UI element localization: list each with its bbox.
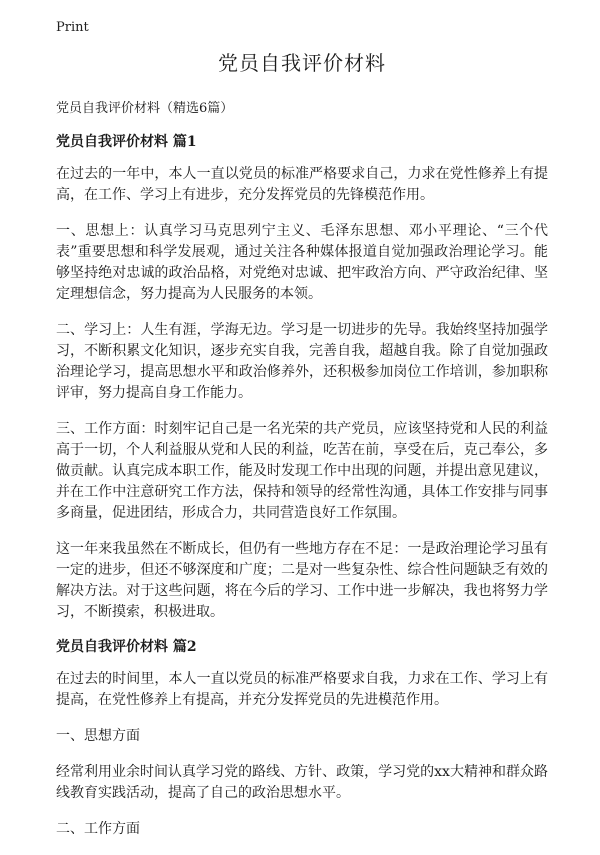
section-heading: 党员自我评价材料 篇1	[56, 134, 197, 150]
paragraph: 经常利用业余时间认真学习党的路线、方针、政策，学习党的xx大精神和群众路线教育实践活动，提高了自己的政治思想水平。	[56, 764, 548, 801]
paragraph: 这一年来我虽然在不断成长，但仍有一些地方存在不足：一是政治理论学习虽有一定的进步，但还不够深度和广度；二是对一些复杂性、综合性问题缺乏有效的解决方法。对于这些问题，将在今后的学习、工作中进一步解决，我也将努力学习，不断摸索，积极进取。	[56, 541, 548, 620]
paragraph: 在过去的一年中，本人一直以党员的标准严格要求自己，力求在党性修养上有提高，在工作、学习上有进步，充分发挥党员的先锋模范作用。	[56, 166, 548, 203]
document-page	[56, 50, 548, 855]
section-1	[56, 133, 548, 623]
paragraph: 一、思想方面	[56, 728, 140, 744]
paragraph: 一、思想上：认真学习马克思列宁主义、毛泽东思想、邓小平理论、“三个代表”重要思想和科学发展观，通过关注各种媒体报道自觉加强政治理论学习。能够坚持绝对忠诚的政治品格，对党绝对忠诚、把牢政治方向、严守政治纪律、坚定理想信念，努力提高为人民服务的本领。	[56, 223, 548, 302]
paragraph: 三、工作方面：时刻牢记自己是一名光荣的共产党员，应该坚持党和人民的利益高于一切，个人利益服从党和人民的利益，吃苦在前，享受在后，克己奉公，多做贡献。认真完成本职工作，能及时发现工作中出现的问题，并提出意见建议，并在工作中注意研究工作方法，保持和领导的经常性沟通，具体工作安排与同事多商量，促进团结，形成合力，共同营造良好工作氛围。	[56, 421, 548, 521]
section-heading: 党员自我评价材料 篇2	[56, 639, 197, 655]
document-title: 党员自我评价材料	[218, 51, 386, 75]
section-2	[56, 638, 548, 840]
paragraph: 在过去的时间里，本人一直以党员的标准严格要求自我，力求在工作、学习上有提高，在党性修养上有提高，并充分发挥党员的先进模范作用。	[56, 671, 548, 708]
paragraph: 二、学习上：人生有涯，学海无边。学习是一切进步的先导。我始终坚持加强学习，不断积累文化知识，逐步充实自我，完善自我，超越自我。除了自觉加强政治理论学习，提高思想水平和政治修养外，还积极参加岗位工作培训，参加职称评审，努力提高自身工作能力。	[56, 322, 548, 401]
print-link[interactable]: Print	[56, 20, 89, 35]
document-subtitle: 党员自我评价材料（精选6篇）	[56, 101, 234, 116]
paragraph: 二、工作方面	[56, 821, 140, 837]
